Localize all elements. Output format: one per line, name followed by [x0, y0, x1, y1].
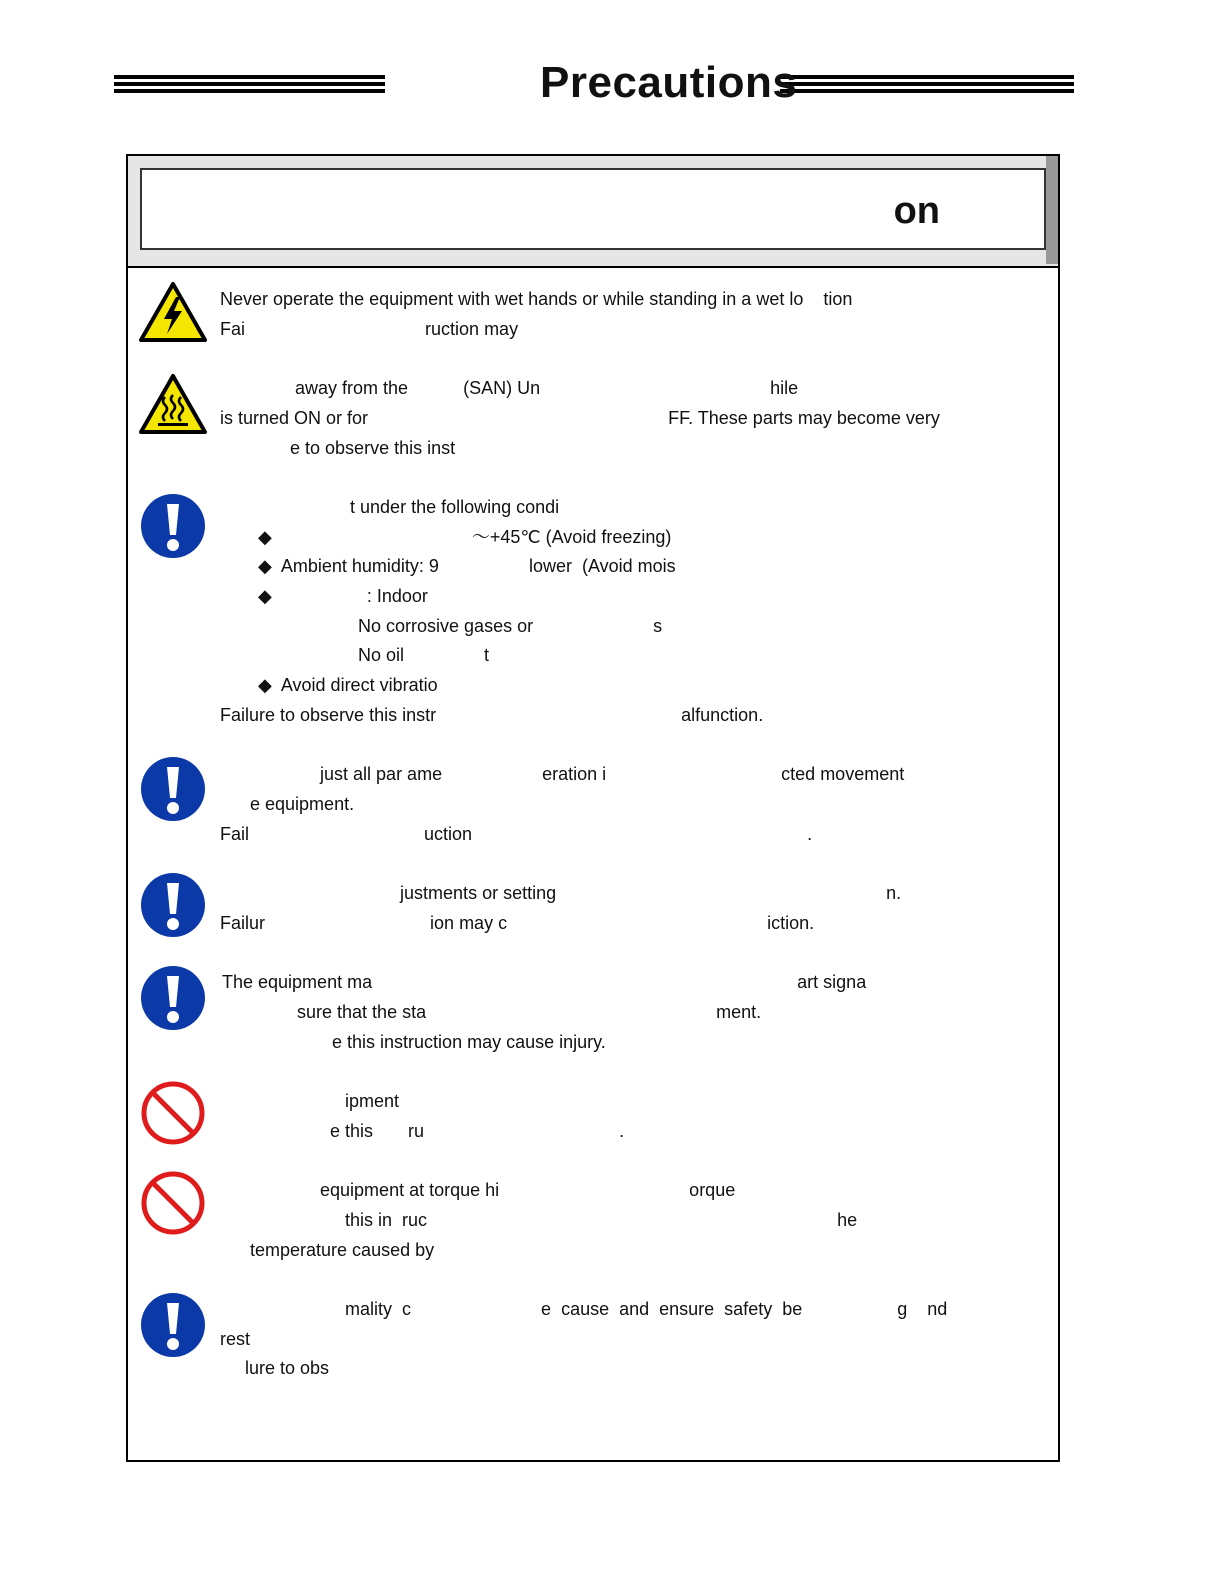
item-3-line-4: ◆ : Indoor	[258, 586, 428, 606]
item-2-line-1: away from the (SAN) Un hile	[220, 378, 799, 398]
item-7-line-2: e this ru .	[220, 1121, 625, 1141]
item-3-line-2: ◆ ～+45℃ (Avoid freezing)	[258, 527, 672, 547]
item-5-line-2: Failur ion may c iction.	[220, 913, 815, 933]
item-2-line-2: is turned ON or for FF. These parts may become very	[220, 408, 940, 428]
prohibited-action-icon	[140, 1080, 206, 1146]
header-rule-left	[114, 75, 385, 93]
item-1-line-2: Fai ruction may	[220, 319, 519, 339]
item-5-line-1: justments or setting n.	[220, 883, 902, 903]
electric-shock-warning-icon	[138, 281, 208, 343]
mandatory-action-icon	[140, 493, 206, 559]
mandatory-action-icon	[140, 872, 206, 938]
item-9-line-3: lure to obs	[220, 1358, 330, 1378]
header-rule-right	[780, 75, 1074, 93]
item-4-line-3: Fail uction .	[220, 824, 813, 844]
item-8-line-3: temperature caused by	[220, 1240, 435, 1260]
item-3-line-1: t under the following condi	[220, 497, 560, 517]
item-4-line-2: e equipment.	[220, 794, 355, 814]
item-7-line-1: ipment	[220, 1091, 400, 1111]
item-3-line-8: Failure to observe this instr alfunction.	[220, 705, 764, 725]
mandatory-action-icon	[140, 756, 206, 822]
item-6-line-1: The equipment ma art signa	[222, 972, 867, 992]
mandatory-action-icon	[140, 965, 206, 1031]
page-title: Precautions	[540, 58, 798, 107]
item-4-line-1: just all par ame eration i cted movement	[220, 764, 905, 784]
item-3-line-7: ◆ Avoid direct vibratio	[258, 675, 438, 695]
section-heading: on	[893, 190, 940, 232]
item-3-line-3: ◆ Ambient humidity: 9 lower (Avoid mois	[258, 556, 676, 576]
hot-surface-warning-icon	[138, 373, 208, 435]
item-3-line-6: No oil t	[258, 645, 490, 665]
prohibited-action-icon	[140, 1170, 206, 1236]
item-3-line-5: No corrosive gases or s	[258, 616, 663, 636]
item-6-line-3: e this instruction may cause injury.	[222, 1032, 606, 1052]
bevel-edge	[1046, 156, 1058, 264]
item-8-line-2: this in ruc he	[220, 1210, 858, 1230]
item-9-line-1: mality c e cause and ensure safety be g nd	[220, 1299, 948, 1319]
item-2-line-3: e to observe this inst	[220, 438, 456, 458]
item-9-line-2: rest	[220, 1329, 251, 1349]
section-heading-panel	[128, 156, 1058, 268]
item-8-line-1: equipment at torque hi orque	[220, 1180, 736, 1200]
section-heading-box	[140, 168, 1046, 250]
item-6-line-2: sure that the sta ment.	[222, 1002, 762, 1022]
item-1-line-1: Never operate the equipment with wet hands or while standing in a wet lo tion	[220, 289, 853, 309]
mandatory-action-icon	[140, 1292, 206, 1358]
